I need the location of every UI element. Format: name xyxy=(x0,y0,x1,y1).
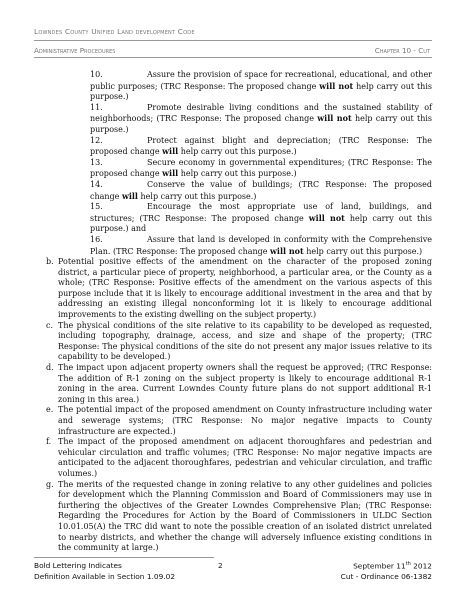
numbered-item xyxy=(90,235,432,257)
numbered-item xyxy=(90,180,432,202)
item-text: The physical conditions of the site relative to its capability to be developed as requested, including topography, drainage, access, and size and shape of the property; (TRC Response: The physical conditions of the site do not present any major issues relative to its capability to be developed.) xyxy=(58,320,432,362)
item-text: Protect against blight and depreciation; (TRC Response: The proposed change will help carry out this purpose.) xyxy=(90,135,432,157)
item-text: Assure the provision of space for recreational, educational, and other public purposes; (TRC Response: The proposed change will not help carry out this purpose.) xyxy=(90,70,432,102)
code-title: Lowndes County Unified Land development Code xyxy=(34,27,195,36)
item-text: Encourage the most appropriate use of land, buildings, and structures; (TRC Response: The proposed change will not help carry out this purpose.) and xyxy=(90,202,432,234)
header-rule-bottom xyxy=(34,57,432,58)
item-number: 15. xyxy=(90,202,103,212)
footer-definition-note: Definition Available in Section 1.09.02 xyxy=(34,572,176,581)
lettered-item xyxy=(34,405,432,437)
item-text: The impact of the proposed amendment on adjacent thoroughfares and pedestrian and vehicular circulation and traffic volumes; (TRC Response: No major negative impacts are anticipated to the adjacent thoroughfares, pedestrian and vehicular circulation, and traffic volumes.) xyxy=(58,437,432,478)
lettered-item xyxy=(34,321,432,363)
numbered-item xyxy=(90,202,432,235)
numbered-list xyxy=(34,70,432,257)
page-number: 2 xyxy=(218,561,223,570)
header-rule-top xyxy=(34,40,432,41)
footer-bold-note: Bold Lettering Indicates xyxy=(34,561,122,570)
item-text: The potential impact of the proposed amendment on County infrastructure including water and sewerage systems; (TRC Response: No major negative impacts to County infrastructure are expected.) xyxy=(58,405,432,436)
lettered-list xyxy=(34,257,432,554)
item-number: 10. xyxy=(90,70,103,79)
item-text: Secure economy in governmental expenditures; (TRC Response: The proposed change will help carry out this purpose.) xyxy=(90,157,432,179)
item-text: Conserve the value of buildings; (TRC Response: The proposed change will help carry out this purpose.) xyxy=(90,179,432,201)
item-number: 13. xyxy=(90,157,103,167)
chapter-title: Chapter 10 - Cut xyxy=(374,46,430,55)
numbered-item xyxy=(90,158,432,180)
document-body xyxy=(34,70,432,554)
item-letter: b. xyxy=(46,257,54,267)
item-letter: e. xyxy=(46,405,54,415)
footer-rule xyxy=(34,557,214,558)
lettered-item xyxy=(34,480,432,554)
item-number: 14. xyxy=(90,179,103,189)
lettered-item xyxy=(34,363,432,405)
item-text: Promote desirable living conditions and the sustained stability of neighborhoods; (TRC Response: The proposed change will not help carry out this purpose.) xyxy=(90,102,433,134)
item-number: 11. xyxy=(90,102,103,112)
item-text: Potential positive effects of the amendment on the character of the proposed zoning district, a particular piece of property, neighborhood, a particular area, or the County as a whole; (TRC Response: Positive effects of the amendment on the various aspects of this purpose include that it is likely to encourage additional investment in the area and that by addressing an existing illegal nonconforming lot it is likely to encourage additional improvements to the existing dwelling on the subject property.) xyxy=(58,257,432,320)
item-number: 12. xyxy=(90,135,103,145)
numbered-item xyxy=(90,136,432,158)
footer-date: September 11th 2012 xyxy=(353,561,432,571)
item-letter: g. xyxy=(46,479,54,489)
item-letter: d. xyxy=(46,363,54,373)
item-number: 16. xyxy=(90,234,103,244)
section-title: Administrative Procedures xyxy=(34,46,116,55)
item-letter: c. xyxy=(46,320,54,330)
numbered-item xyxy=(90,103,432,136)
item-text: Assure that land is developed in conformity with the Comprehensive Plan. (TRC Response: The proposed change will not help carry out this purpose.) xyxy=(90,234,432,256)
lettered-item xyxy=(34,437,432,479)
footer-ordinance: Cut - Ordinance 06-1382 xyxy=(340,572,432,581)
numbered-item xyxy=(90,70,432,103)
item-letter: f. xyxy=(46,437,52,447)
lettered-item xyxy=(34,257,432,321)
item-text: The impact upon adjacent property owners shall the request be approved; (TRC Response: The addition of R-1 zoning on the subject property is likely to encourage additional R-1 zoning in the area. Current Lowndes County future plans do not support additional R-1 zoning in this area.) xyxy=(58,363,432,404)
item-text: The merits of the requested change in zoning relative to any other guidelines and policies for development which the Planning Commission and Board of Commissioners may use in furthering the objectives of the Greater Lowndes Comprehensive Plan; (TRC Response: Regarding the Procedures for Action by the Board of Commissioners in ULDC Section 10.01.05(A) the TRC did want to note the possible creation of an isolated district unrelated to nearby districts, and whether the change will adversely influence existing conditions in the community at large.) xyxy=(58,479,432,553)
